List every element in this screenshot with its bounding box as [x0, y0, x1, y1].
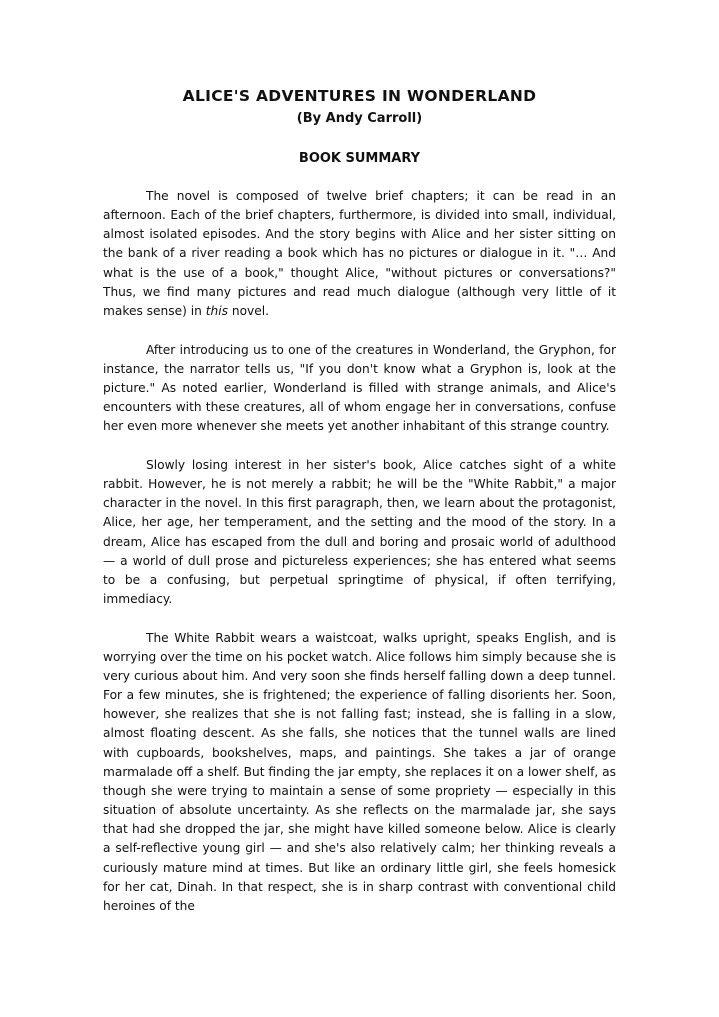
paragraph-4-text: The White Rabbit wears a waistcoat, walks upright, speaks English, and is worrying over the time on his pocket watch. Alice follows him simply because she is very curious about him. And very soon she finds herself falling down a deep tunnel. For a few minutes, she is frightened; the experience of falling disorients her. Soon, however, she realizes that she is not falling fast; instead, she is falling in a slow, almost floating descent. As she falls, she notices that the tunnel walls are lined with cupboards, bookshelves, maps, and paintings. She takes a jar of orange marmalade off a shelf. But finding the jar empty, she replaces it on a lower shelf, as though she were trying to maintain a sense of some propriety — especially in this situation of absolute uncertainty. As she reflects on the marmalade jar, she says that had she dropped the jar, she might have killed someone below. Alice is clearly a self-reflective young girl — and she's also relatively calm; her thinking reveals a curiously mature mind at times. But like an ordinary little girl, she feels homesick for her cat, Dinah. In that respect, she is in sharp contrast with conventional child heroines of the — [103, 630, 616, 913]
body-text — [103, 187, 616, 935]
paragraph-1-emphasis: this — [205, 303, 228, 318]
paragraph-3-text: Slowly losing interest in her sister's book, Alice catches sight of a white rabbit. However, he is not merely a rabbit; he will be the "White Rabbit," a major character in the novel. In this first paragraph, then, we learn about the protagonist, Alice, her age, her temperament, and the setting and the mood of the story. In a dream, Alice has escaped from the dull and boring and prosaic world of adulthood — a world of dull prose and pictureless experiences; she has entered what seems to be a confusing, but perpetual springtime of physical, if often terrifying, immediacy. — [103, 457, 616, 606]
document-author: (By Andy Carroll) — [296, 111, 423, 126]
paragraph-2-text: After introducing us to one of the creatures in Wonderland, the Gryphon, for instance, the narrator tells us, "If you don't know what a Gryphon is, look at the picture." As noted earlier, Wonderland is filled with strange animals, and Alice's encounters with these creatures, all of whom engage her in conversations, confuse her even more whenever she meets yet another inhabitant of this strange country. — [103, 342, 616, 434]
paragraph-1 — [103, 187, 616, 321]
paragraph-1-text: The novel is composed of twelve brief chapters; it can be read in an afternoon. Each of the brief chapters, furthermore, is divided into small, individual, almost isolated episodes. And the story begins with Alice and her sister sitting on the bank of a river reading a book which has no pictures or dialogue in it. "… And what is the use of a book," thought Alice, "without pictures or conversations?" Thus, we find many pictures and read much dialogue (although very little of it makes sense) in — [103, 189, 616, 318]
section-heading: BOOK SUMMARY — [298, 151, 421, 166]
paragraph-2 — [103, 341, 616, 437]
document-title: ALICE'S ADVENTURES IN WONDERLAND — [182, 87, 537, 105]
paragraph-4 — [103, 629, 616, 916]
paragraph-1-end: novel. — [227, 303, 269, 318]
paragraph-3 — [103, 456, 616, 609]
